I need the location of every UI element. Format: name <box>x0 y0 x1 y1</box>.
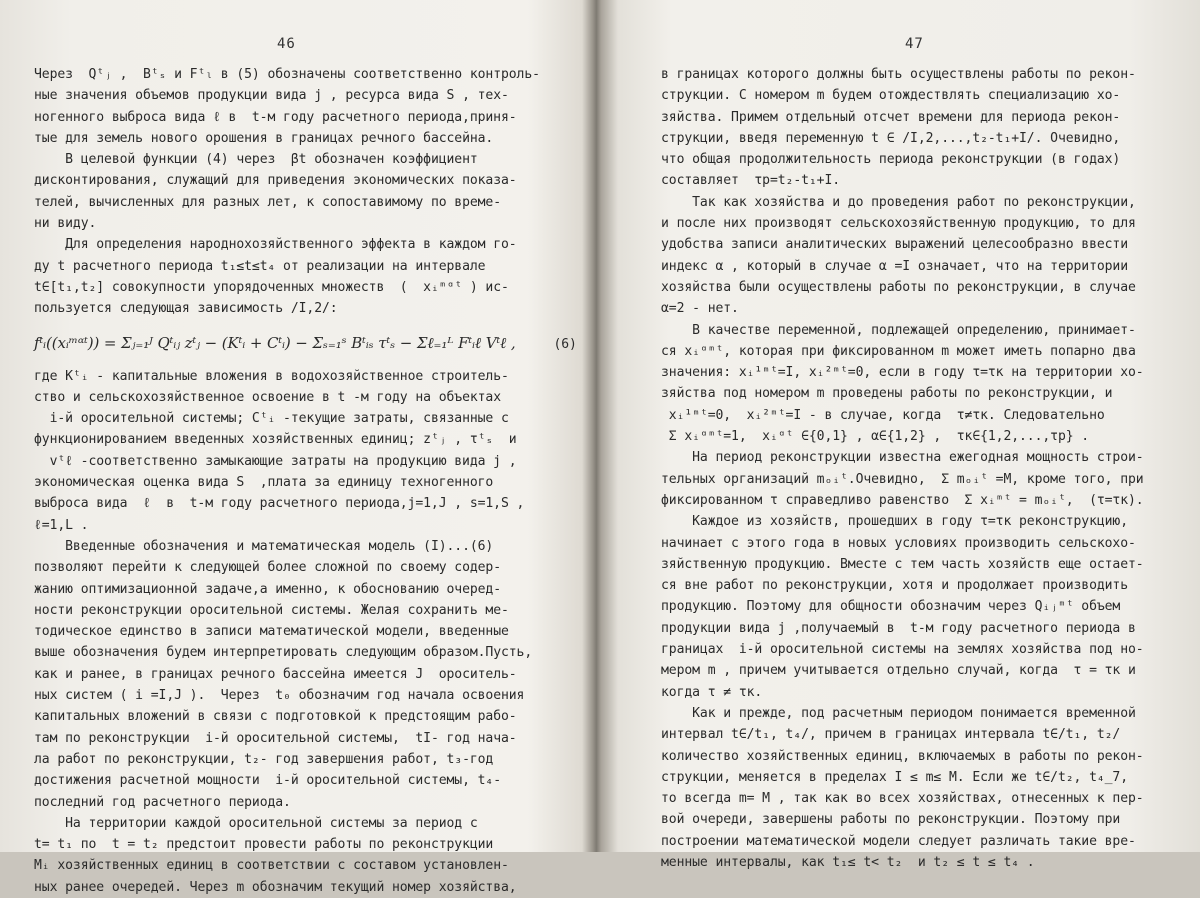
text-line: струкции. С номером m будем отождествлять специализацию хо- <box>661 88 1121 104</box>
text-line: ни виду. <box>34 216 97 232</box>
text-line: телей, вычисленных для разных лет, к сопоставимому по време- <box>34 194 501 210</box>
text-line: границах i-й оросительной системы на землях хозяйства под но- <box>661 642 1144 658</box>
text-line: xᵢ¹ᵐᵗ=0, xᵢ²ᵐᵗ=I - в случае, когда τ≠τк. Следовательно <box>661 407 1105 423</box>
text-line: струкции, введя переменную t ∈ /I,2,...,t₂-t₁+I/. Очевидно, <box>661 130 1121 146</box>
page-number: 47 <box>905 36 924 52</box>
text-line: Через Qᵗⱼ , Bᵗₛ и Fᵗₗ в (5) обозначены соответственно контроль- <box>34 67 540 82</box>
text-line: ных ранее очередей. Через m обозначим текущий номер хозяйства, <box>34 879 517 895</box>
text-line: как и ранее, в границах речного бассейна имеется J ороситель- <box>34 666 517 682</box>
formula-number: (6) <box>553 336 577 352</box>
text-line: что общая продолжительность периода реконструкции (в годах) <box>661 152 1121 168</box>
page-number: 46 <box>277 36 296 52</box>
text-line: зяйства. Примем отдельный отсчет времени для периода рекон- <box>661 109 1121 125</box>
text-line: ные значения объемов продукции вида j , ресурса вида S , тех- <box>34 88 509 104</box>
text-line: где Kᵗᵢ - капитальные вложения в водохозяйственное строитель- <box>34 368 509 384</box>
text-line: пользуется следующая зависимость /I,2/: <box>34 301 338 317</box>
text-line: В целевой функции (4) через βt обозначен коэффициент <box>34 152 478 168</box>
text-line: когда τ ≠ τк. <box>661 684 763 700</box>
text-line: Так как хозяйства и до проведения работ по реконструкции, <box>661 194 1136 210</box>
text-line: и после них производят сельскохозяйственную продукцию, то для <box>661 216 1136 232</box>
text-line: ℓ=1,L . <box>34 517 89 533</box>
text-line: экономическая оценка вида S ,плата за единицу техногенного <box>34 475 494 491</box>
text-line: ду t расчетного периода t₁≤t≤t₄ от реализации на интервале <box>34 258 486 274</box>
text-line: ности реконструкции оросительной системы. Желая сохранить ме- <box>34 602 509 618</box>
text-line: Введенные обозначения и математическая модель (I)...(6) <box>34 538 494 554</box>
text-line: выброса вида ℓ в t-м году расчетного периода,j=1,J , s=1,S , <box>34 496 525 512</box>
text-line: ся вне работ по реконструкции, хотя и продолжает производить <box>661 578 1128 594</box>
text-line: ся xᵢᵅᵐᵗ, которая при фиксированном m может иметь попарно два <box>661 343 1136 359</box>
text-line: составляет τp=t₂-t₁+I. <box>661 173 841 189</box>
text-line: ла работ по реконструкции, t₂- год завершения работ, t₃-год <box>34 751 494 767</box>
text-line: дисконтирования, служащий для приведения экономических показа- <box>34 173 517 189</box>
left-page <box>0 0 590 895</box>
text-line: удобства записи аналитических выражений целесообразно ввести <box>661 237 1128 253</box>
text-line: позволяют перейти к следующей более сложной по своему содер- <box>34 560 501 576</box>
text-line: На территории каждой оросительной системы за период с <box>34 815 478 831</box>
text-line: построении математической модели следует различать такие вре- <box>661 833 1136 849</box>
text-line: вой очереди, завершены работы по реконструкции. Поэтому при <box>661 812 1121 828</box>
text-line: капитальных вложений в связи с подготовкой к предстоящим рабо- <box>34 709 517 725</box>
text-line: начинает с этого года в новых условиях производить сельскохо- <box>661 535 1136 551</box>
text-line: Σ xᵢᵅᵐᵗ=1, xᵢᵅᵗ ∈{0,1} , α∈{1,2} , τк∈{1,2,...,τp} . <box>661 429 1090 445</box>
text-line: там по реконструкции i-й оросительной системы, tI- год нача- <box>34 730 517 746</box>
text-line: количество хозяйственных единиц, включаемых в работы по рекон- <box>661 748 1144 764</box>
text-line: значения: xᵢ¹ᵐᵗ=I, xᵢ²ᵐᵗ=0, если в году τ=τк на территории хо- <box>661 365 1144 381</box>
text-line: последний год расчетного периода. <box>34 794 291 810</box>
text-line: ногенного выброса вида ℓ в t-м году расчетного периода,приня- <box>34 109 517 125</box>
formula-expression: fᵗᵢ((xᵢᵐᵅᵗ)) = Σⱼ₌₁ᴶ Qᵗᵢⱼ zᵗⱼ − (Kᵗᵢ + Cᵗᵢ) − Σₛ₌₁ˢ Bᵗᵢₛ τᵗₛ − Σℓ₌₁ᴸ Fᵗᵢℓ Vᵗℓ , <box>34 333 516 352</box>
text-line: функционированием введенных хозяйственных единиц; zᵗⱼ , τᵗₛ и <box>34 432 517 448</box>
text-line: vᵗℓ -соответственно замыкающие затраты на продукцию вида j , <box>34 453 517 469</box>
text-line: достижения расчетной мощности i-й оросительной системы, t₄- <box>34 773 501 789</box>
text-line: t∈[t₁,t₂] совокупности упорядоченных множеств ( xᵢᵐᵅᵗ ) ис- <box>34 279 509 295</box>
text-line: тельных организаций mₒᵢᵗ.Очевидно, Σ mₒᵢᵗ =M, кроме того, при <box>661 471 1144 487</box>
text-line: зяйственную продукцию. Вместе с тем часть хозяйств еще остает- <box>661 556 1144 572</box>
text-line: продукции вида j ,получаемый в t-м году расчетного периода в <box>661 620 1136 636</box>
text-line: индекс α , который в случае α =I означает, что на территории <box>661 258 1128 274</box>
text-line: тодическое единство в записи математической модели, введенные <box>34 624 509 640</box>
text-line: мером m , причем учитывается отдельно случай, когда τ = τк и <box>661 663 1136 679</box>
text-line: t= t₁ по t = t₂ предстоит провести работы по реконструкции <box>34 837 494 853</box>
text-line: i-й оросительной системы; Cᵗᵢ -текущие затраты, связанные с <box>34 411 509 427</box>
text-line: На период реконструкции известна ежегодная мощность строи- <box>661 450 1144 466</box>
text-line: ство и сельскохозяйственное освоение в t -м году на объектах <box>34 389 501 405</box>
text-line: интервал t∈/t₁, t₄/, причем в границах интервала t∈/t₁, t₂/ <box>661 727 1121 743</box>
page-body <box>34 64 579 898</box>
text-line: тые для земель нового орошения в границах речного бассейна. <box>34 130 494 146</box>
text-line: струкции, меняется в пределах I ≤ m≤ M. Если же t∈/t₂, t₄_7, <box>661 769 1128 785</box>
text-line: продукцию. Поэтому для общности обозначим через Qᵢⱼᵐᵗ объем <box>661 599 1121 615</box>
text-line: Для определения народнохозяйственного эффекта в каждом го- <box>34 237 517 253</box>
page-body <box>661 64 1191 873</box>
text-line: то всегда m= M , так как во всех хозяйствах, отнесенных к пер- <box>661 791 1144 807</box>
text-line: Как и прежде, под расчетным периодом понимается временной <box>661 705 1136 721</box>
text-line: зяйства под номером m проведены работы по реконструкции, и <box>661 386 1113 402</box>
text-line: жанию оптимизационной задаче,а именно, к обоснованию очеред- <box>34 581 501 597</box>
text-line: Mᵢ хозяйственных единиц в соответствии с составом установлен- <box>34 858 509 874</box>
formula <box>34 320 579 366</box>
text-line: фиксированном τ справедливо равенство Σ xᵢᵐᵗ = mₒᵢᵗ, (τ=τк). <box>661 492 1144 508</box>
text-line: ных систем ( i =I,J ). Через t₀ обозначим год начала освоения <box>34 688 525 704</box>
text-line: α=2 - нет. <box>661 301 739 317</box>
text-line: в границах которого должны быть осуществлены работы по рекон- <box>661 67 1136 82</box>
text-line: выше обозначения будем интерпретировать следующим образом.Пусть, <box>34 645 533 661</box>
right-page <box>605 0 1200 870</box>
text-line: Каждое из хозяйств, прошедших в году τ=τк реконструкцию, <box>661 514 1128 530</box>
text-line: В качестве переменной, подлежащей определению, принимает- <box>661 322 1136 338</box>
text-line: менные интервалы, как t₁≤ t< t₂ и t₂ ≤ t ≤ t₄ . <box>661 854 1035 870</box>
text-line: хозяйства были осуществлены работы по реконструкции, в случае <box>661 279 1136 295</box>
